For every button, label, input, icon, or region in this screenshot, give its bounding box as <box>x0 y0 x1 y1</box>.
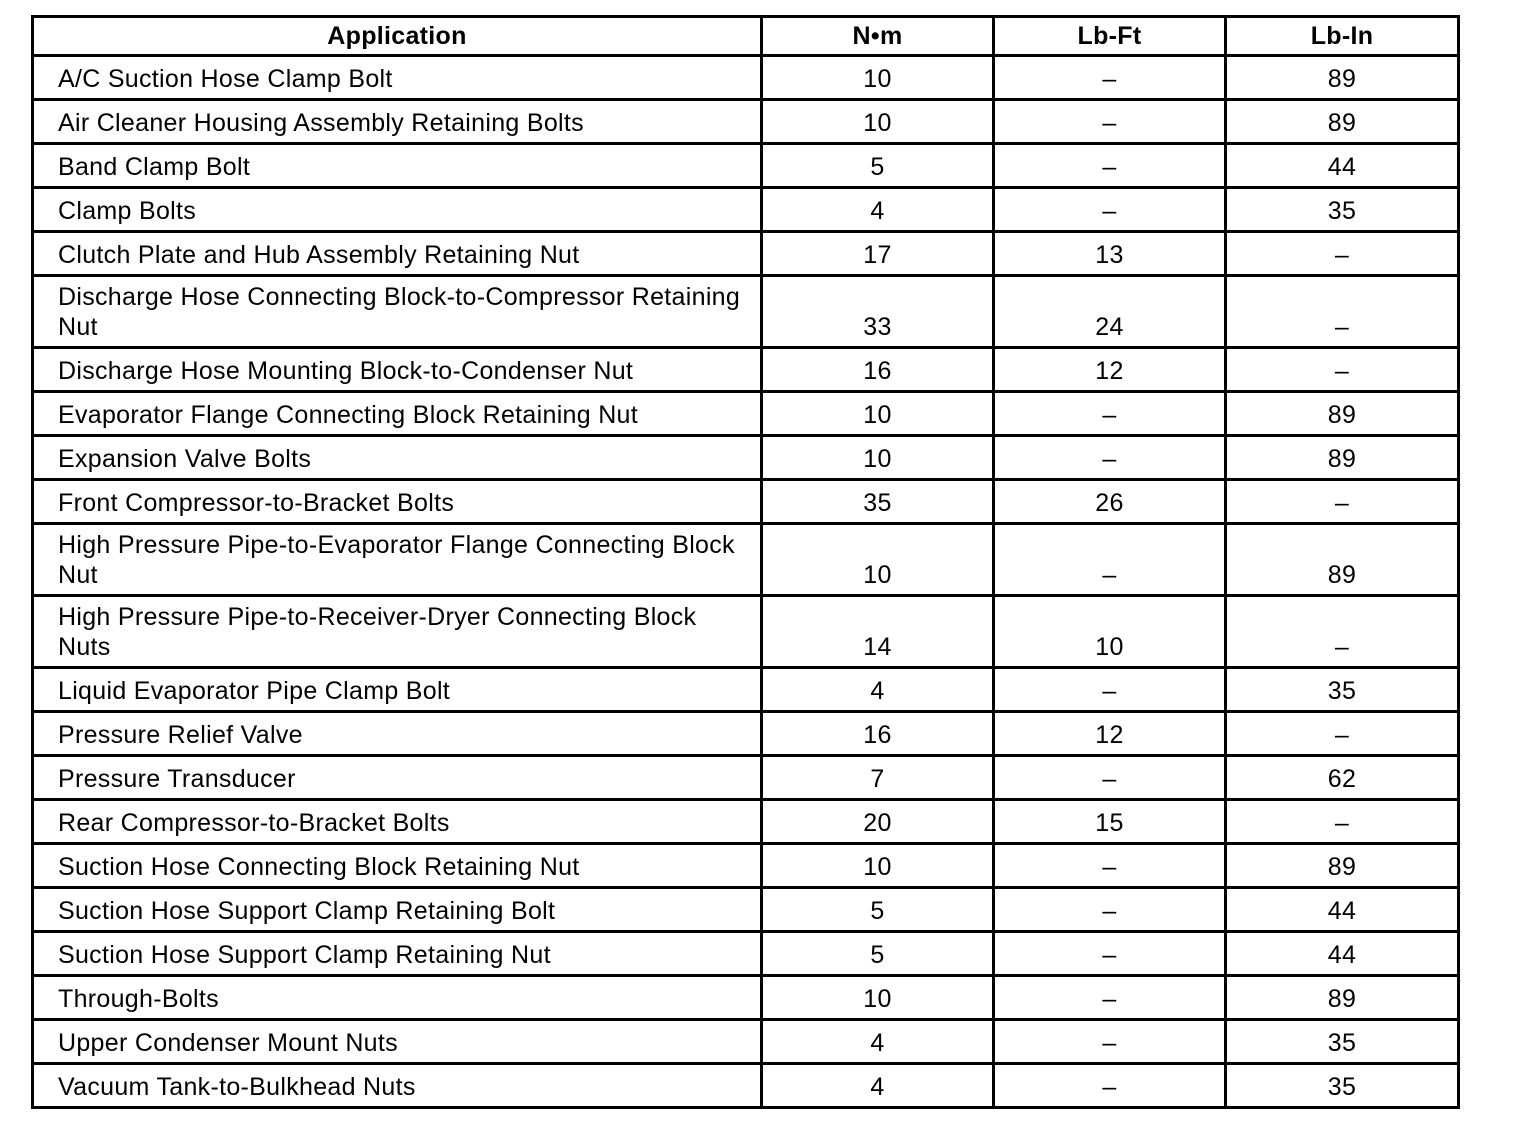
table-row <box>33 188 1459 232</box>
header-nm: N•m <box>762 17 994 56</box>
cell-lb-in: – <box>1226 480 1459 524</box>
cell-lb-in: 35 <box>1226 668 1459 712</box>
cell-lb-ft: – <box>994 436 1226 480</box>
cell-application: Through-Bolts <box>33 976 762 1020</box>
table-row <box>33 712 1459 756</box>
cell-nm: 7 <box>762 756 994 800</box>
table-body <box>33 56 1459 1108</box>
cell-lb-ft: 26 <box>994 480 1226 524</box>
table-row <box>33 844 1459 888</box>
torque-spec-table <box>31 15 1460 1109</box>
cell-nm: 4 <box>762 1020 994 1064</box>
table-row <box>33 436 1459 480</box>
header-lb-in: Lb-In <box>1226 17 1459 56</box>
table-row <box>33 596 1459 668</box>
cell-lb-ft: 12 <box>994 348 1226 392</box>
cell-lb-ft: – <box>994 1064 1226 1108</box>
cell-nm: 10 <box>762 392 994 436</box>
table-row <box>33 480 1459 524</box>
cell-nm: 10 <box>762 524 994 596</box>
table-row <box>33 232 1459 276</box>
cell-application: Discharge Hose Connecting Block-to-Compressor Retaining Nut <box>33 276 762 348</box>
cell-application: Pressure Relief Valve <box>33 712 762 756</box>
cell-lb-ft: 15 <box>994 800 1226 844</box>
cell-nm: 17 <box>762 232 994 276</box>
table-row <box>33 1064 1459 1108</box>
cell-application: Suction Hose Connecting Block Retaining Nut <box>33 844 762 888</box>
cell-nm: 10 <box>762 100 994 144</box>
table-row <box>33 668 1459 712</box>
cell-lb-in: 89 <box>1226 392 1459 436</box>
cell-application: Suction Hose Support Clamp Retaining Nut <box>33 932 762 976</box>
cell-lb-ft: – <box>994 144 1226 188</box>
cell-application: Rear Compressor-to-Bracket Bolts <box>33 800 762 844</box>
table-row <box>33 932 1459 976</box>
cell-lb-in: – <box>1226 348 1459 392</box>
cell-nm: 10 <box>762 436 994 480</box>
cell-nm: 16 <box>762 712 994 756</box>
table-row <box>33 56 1459 100</box>
cell-lb-ft: – <box>994 844 1226 888</box>
cell-application: Air Cleaner Housing Assembly Retaining Bolts <box>33 100 762 144</box>
header-row <box>33 17 1459 56</box>
cell-lb-in: 89 <box>1226 524 1459 596</box>
cell-lb-ft: – <box>994 524 1226 596</box>
cell-lb-in: 89 <box>1226 100 1459 144</box>
cell-lb-in: 44 <box>1226 888 1459 932</box>
cell-application: Expansion Valve Bolts <box>33 436 762 480</box>
table-header <box>33 17 1459 56</box>
cell-application: Discharge Hose Mounting Block-to-Condenser Nut <box>33 348 762 392</box>
cell-nm: 35 <box>762 480 994 524</box>
cell-lb-in: – <box>1226 232 1459 276</box>
cell-lb-ft: – <box>994 392 1226 436</box>
cell-nm: 20 <box>762 800 994 844</box>
cell-nm: 4 <box>762 668 994 712</box>
cell-lb-ft: 10 <box>994 596 1226 668</box>
cell-application: Upper Condenser Mount Nuts <box>33 1020 762 1064</box>
cell-lb-ft: – <box>994 56 1226 100</box>
cell-lb-in: 35 <box>1226 1064 1459 1108</box>
cell-nm: 4 <box>762 1064 994 1108</box>
table-row <box>33 524 1459 596</box>
cell-nm: 10 <box>762 844 994 888</box>
cell-lb-in: – <box>1226 712 1459 756</box>
cell-nm: 10 <box>762 56 994 100</box>
table-row <box>33 276 1459 348</box>
cell-application: Clamp Bolts <box>33 188 762 232</box>
cell-lb-ft: – <box>994 668 1226 712</box>
cell-application: Band Clamp Bolt <box>33 144 762 188</box>
cell-application: Suction Hose Support Clamp Retaining Bolt <box>33 888 762 932</box>
cell-nm: 16 <box>762 348 994 392</box>
cell-lb-in: 44 <box>1226 144 1459 188</box>
cell-lb-in: 35 <box>1226 1020 1459 1064</box>
cell-nm: 10 <box>762 976 994 1020</box>
cell-nm: 4 <box>762 188 994 232</box>
cell-lb-ft: – <box>994 100 1226 144</box>
table-row <box>33 976 1459 1020</box>
table-row <box>33 100 1459 144</box>
cell-lb-ft: – <box>994 1020 1226 1064</box>
cell-application: Vacuum Tank-to-Bulkhead Nuts <box>33 1064 762 1108</box>
cell-lb-ft: 24 <box>994 276 1226 348</box>
cell-lb-in: – <box>1226 800 1459 844</box>
cell-lb-ft: – <box>994 976 1226 1020</box>
cell-lb-in: – <box>1226 276 1459 348</box>
table-row <box>33 1020 1459 1064</box>
cell-lb-in: 35 <box>1226 188 1459 232</box>
cell-lb-ft: – <box>994 188 1226 232</box>
cell-nm: 33 <box>762 276 994 348</box>
cell-lb-in: – <box>1226 596 1459 668</box>
cell-application: Front Compressor-to-Bracket Bolts <box>33 480 762 524</box>
table-row <box>33 144 1459 188</box>
table-row <box>33 392 1459 436</box>
cell-lb-in: 44 <box>1226 932 1459 976</box>
cell-application: High Pressure Pipe-to-Evaporator Flange Connecting Block Nut <box>33 524 762 596</box>
table-row <box>33 348 1459 392</box>
table-row <box>33 756 1459 800</box>
cell-nm: 14 <box>762 596 994 668</box>
cell-nm: 5 <box>762 144 994 188</box>
header-application: Application <box>33 17 762 56</box>
cell-lb-ft: – <box>994 756 1226 800</box>
table-row <box>33 888 1459 932</box>
cell-lb-in: 89 <box>1226 844 1459 888</box>
cell-application: Pressure Transducer <box>33 756 762 800</box>
cell-lb-in: 89 <box>1226 976 1459 1020</box>
cell-lb-in: 89 <box>1226 436 1459 480</box>
cell-application: A/C Suction Hose Clamp Bolt <box>33 56 762 100</box>
cell-application: Clutch Plate and Hub Assembly Retaining Nut <box>33 232 762 276</box>
cell-application: High Pressure Pipe-to-Receiver-Dryer Connecting Block Nuts <box>33 596 762 668</box>
cell-application: Liquid Evaporator Pipe Clamp Bolt <box>33 668 762 712</box>
cell-lb-ft: – <box>994 932 1226 976</box>
cell-lb-in: 89 <box>1226 56 1459 100</box>
cell-lb-in: 62 <box>1226 756 1459 800</box>
cell-nm: 5 <box>762 888 994 932</box>
cell-nm: 5 <box>762 932 994 976</box>
cell-lb-ft: 12 <box>994 712 1226 756</box>
table-row <box>33 800 1459 844</box>
cell-lb-ft: – <box>994 888 1226 932</box>
cell-application: Evaporator Flange Connecting Block Retaining Nut <box>33 392 762 436</box>
cell-lb-ft: 13 <box>994 232 1226 276</box>
header-lb-ft: Lb-Ft <box>994 17 1226 56</box>
